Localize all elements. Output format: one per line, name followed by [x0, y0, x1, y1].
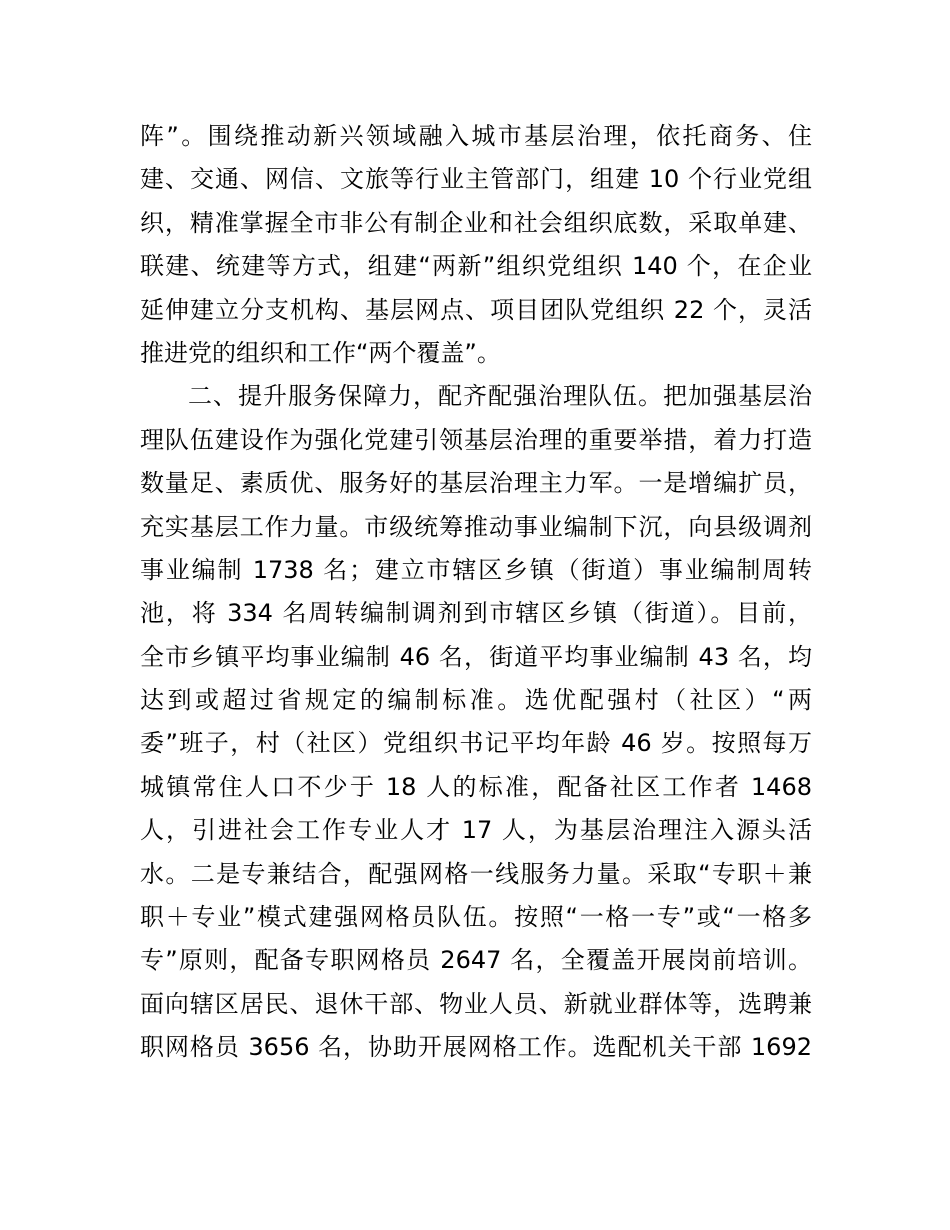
text-line: 联建、统建等方式，组建“两新”组织党组织 140 个，在企业 — [140, 252, 812, 281]
text-line: 织，精准掌握全市非公有制企业和社会组织底数，采取单建、 — [140, 208, 812, 237]
text-line: 理队伍建设作为强化党建引领基层治理的重要举措，着力打造 — [140, 425, 812, 454]
text-line: 职网格员 3656 名，协助开展网格工作。选配机关干部 1692 — [140, 1033, 812, 1062]
text-line: 池，将 334 名周转编制调剂到市辖区乡镇（街道）。目前， — [140, 599, 812, 628]
text-line: 人，引进社会工作专业人才 17 人，为基层治理注入源头活 — [140, 816, 812, 845]
text-line: 委”班子，村（社区）党组织书记平均年龄 46 岁。按照每万 — [140, 729, 812, 758]
text-line: 数量足、素质优、服务好的基层治理主力军。一是增编扩员， — [140, 469, 812, 498]
text-line: 全市乡镇平均事业编制 46 名，街道平均事业编制 43 名，均 — [140, 642, 812, 671]
text-line: 专”原则，配备专职网格员 2647 名，全覆盖开展岗前培训。 — [140, 946, 812, 975]
text-line: 延伸建立分支机构、基层网点、项目团队党组织 22 个，灵活 — [140, 295, 812, 324]
body-text — [140, 115, 812, 1070]
text-line: 面向辖区居民、退休干部、物业人员、新就业群体等，选聘兼 — [140, 989, 812, 1018]
paragraph-1 — [140, 115, 812, 375]
text-line: 城镇常住人口不少于 18 人的标准，配备社区工作者 1468 — [140, 772, 812, 801]
text-line: 二、提升服务保障力，配齐配强治理队伍。把加强基层治 — [188, 382, 812, 411]
text-line: 水。二是专兼结合，配强网格一线服务力量。采取“专职＋兼 — [140, 859, 812, 888]
text-line: 推进党的组织和工作“两个覆盖”。 — [140, 338, 501, 367]
text-line: 充实基层工作力量。市级统筹推动事业编制下沉，向县级调剂 — [140, 512, 812, 541]
text-line: 达到或超过省规定的编制标准。选优配强村（社区）“两 — [140, 686, 812, 715]
text-line: 建、交通、网信、文旅等行业主管部门，组建 10 个行业党组 — [140, 165, 812, 194]
paragraph-2 — [140, 375, 812, 1069]
text-line: 阵”。围绕推动新兴领域融入城市基层治理，依托商务、住 — [140, 122, 812, 150]
text-line: 事业编制 1738 名；建立市辖区乡镇（街道）事业编制周转 — [140, 555, 812, 584]
text-line: 职＋专业”模式建强网格员队伍。按照“一格一专”或“一格多 — [140, 903, 812, 932]
